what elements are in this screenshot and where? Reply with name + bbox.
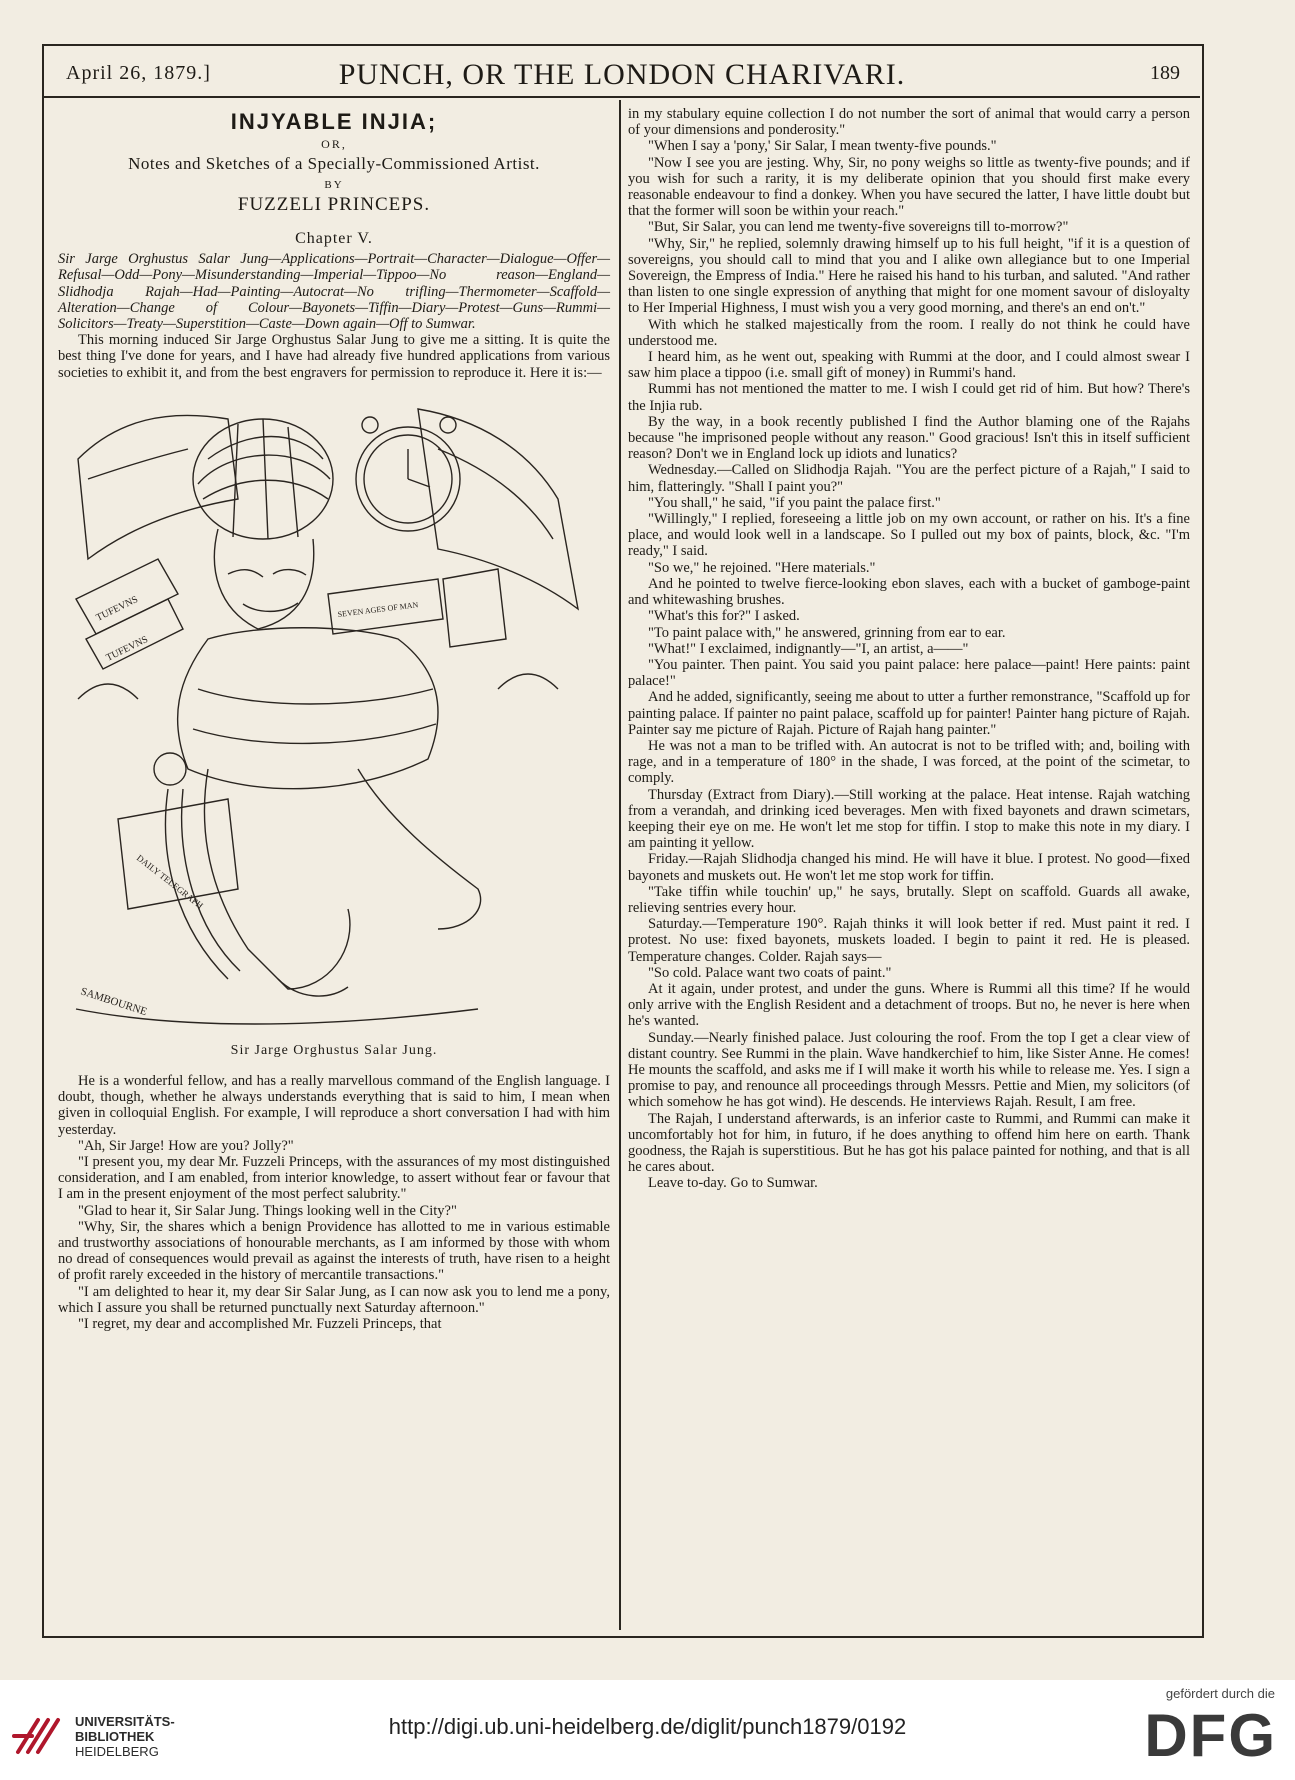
page-number: 189 [1150, 62, 1180, 84]
left-paragraph: "I regret, my dear and accomplished Mr. Fuzzeli Princeps, that [78, 1316, 442, 1333]
right-column [628, 106, 1190, 1192]
right-paragraph: "So we," he rejoined. "Here materials." [648, 559, 876, 576]
left-column [58, 106, 610, 1332]
right-paragraph: Thursday (Extract from Diary).—Still working at the palace. Heat intense. Rajah watching from a verandah, and drinking iced beverages. Men with fixed bayonets and drawn scimetars, keeping their eye on me. He won't let me stop for tiffin. I stop to make this note in my diary. I am painting it yellow. [628, 786, 1190, 852]
dfg-logo: DFG [1144, 1702, 1277, 1769]
right-paragraph: With which he stalked majestically from the room. I really do not think he could have understood me. [628, 316, 1190, 349]
right-paragraph: At it again, under protest, and under the guns. Where is Rummi all this time? If he would only arrive with the English Resident and a detachment of troops. But no, he never is here when he's wanted. [628, 980, 1190, 1030]
right-paragraph: "When I say a 'pony,' Sir Salar, I mean twenty-five pounds." [648, 138, 997, 155]
right-paragraph: "You painter. Then paint. You said you paint palace: here palace—paint! Here paints: paint palace!" [628, 656, 1190, 690]
right-paragraph: And he pointed to twelve fierce-looking ebon slaves, each with a bucket of gamboge-paint and whitewashing brushes. [628, 575, 1190, 609]
article-title: INJYABLE INJIA; [230, 109, 438, 134]
newspaper-label: DAILY TELEGRAPH [134, 852, 206, 911]
right-paragraph: "Why, Sir," he replied, solemnly drawing himself up to his full height, "if it is a question of sovereigns, you should call to mind that you and I alike own allegiance but to one Imperial Sovereign, the Empress of India." Here he raised his hand to his turban, and saluted. "And rather than listen to one single expression of anything that might for one moment savour of disloyalty to Her Imperial Highness, I must wish you a very good morning, and there's an end on't." [628, 235, 1190, 317]
issue-date: April 26, 1879.] [66, 62, 211, 84]
right-paragraph: I heard him, as he went out, speaking with Rummi at the door, and I could almost swear I saw him place a tippoo (i.e. small gift of money) in Rummi's hand. [628, 349, 1190, 382]
left-paragraph: "I am delighted to hear it, my dear Sir Salar Jung, as I can now ask you to lend me a pony, which I assure you shall be returned punctually next Saturday afternoon." [58, 1283, 610, 1316]
left-paragraph: "Ah, Sir Jarge! How are you? Jolly?" [78, 1137, 294, 1154]
paper-label: SEVEN AGES OF MAN [337, 600, 419, 619]
right-paragraph: Friday.—Rajah Slidhodja changed his mind. He will have it blue. I protest. No good—fixed bayonets and muskets out. He won't let me stop work for tiffin. [628, 851, 1190, 884]
right-paragraph: By the way, in a book recently published I find the Author blaming one of the Rajahs because "he imprisoned people without any reason." Good gracious! Isn't this in itself sufficient reason? Don't we in England lock up idiots and lunatics? [628, 413, 1190, 463]
right-paragraph: "Now I see you are jesting. Why, Sir, no pony weighs so little as twenty-five pounds; and if you wish for such a rarity, it is my deliberate opinion that you should first make every reasonable endeavour to find a donkey. When you have secured the latter, I have little doubt but that the former will soon be within your reach." [628, 154, 1190, 220]
right-paragraph: Leave to-day. Go to Sumwar. [648, 1175, 818, 1192]
right-paragraph: "So cold. Palace want two coats of paint." [648, 964, 892, 981]
publication-title: PUNCH, OR THE LONDON CHARIVARI. [338, 58, 906, 91]
chapter-synopsis: Sir Jarge Orghustus Salar Jung—Applications—Portrait—Character—Dialogue—Offer—Refusal—Odd—Pony—Misunderstanding—Imperial—Tippoo—No reason—England—Slidhodja Rajah—Had—Painting—Autocrat—No trifling—Thermometer—Scaffold—Alteration—Change of Colour—Bayonets—Tiffin—Diary—Protest—Guns—Rummi—Solicitors—Treaty—Superstition—Caste—Down again—Off to Sumwar. [58, 251, 610, 333]
right-paragraph: And he added, significantly, seeing me about to utter a further remonstrance, "Scaffold up for painting palace. If painter no paint palace, scaffold up for painter! Painter hang picture of Rajah. Painter say me picture of Rajah. Picture of Rajah hang painter." [628, 689, 1190, 738]
right-paragraph: Saturday.—Temperature 190°. Rajah thinks it will look better if red. Must paint it red. I protest. No use: fixed bayonets, muskets loaded. I begin to paint it red. He is pleased. Temperature changes. Colder. Rajah says— [628, 916, 1190, 965]
artist-signature: SAMBOURNE [79, 985, 149, 1019]
funding-note: gefördert durch die [1165, 1686, 1275, 1701]
right-paragraph: "You shall," he said, "if you paint the palace first." [648, 494, 941, 511]
right-paragraph: "What!" I exclaimed, indignantly—"I, an artist, a——" [648, 640, 969, 657]
right-paragraph: The Rajah, I understand afterwards, is an inferior caste to Rummi, and Rummi can make it uncomfortably hot for him, in futuro, if he does anything to offend him here on earth. Thank goodness, the Rajah is superstitious. But he has got his palace painted for nothing, and that is all he cares about. [628, 1110, 1190, 1176]
running-head [44, 56, 1200, 98]
right-paragraph: "What's this for?" I asked. [648, 608, 800, 625]
article-author: FUZZELI PRINCEPS. [237, 193, 431, 215]
illustration-caption: Sir Jarge Orghustus Salar Jung. [230, 1042, 438, 1058]
source-url[interactable]: http://digi.ub.uni-heidelberg.de/diglit/punch1879/0192 [388, 1714, 907, 1739]
cartoon-illustration [58, 389, 610, 1039]
chapter-heading: Chapter V. [295, 230, 373, 248]
cartoon-drawing [58, 389, 610, 1039]
right-paragraph: "Willingly," I replied, foreseeing a little job on my own account, or rather on his. It's a fine place, and would look well in a landscape. So I pulled out my box of paints, block, &c. "I'm ready," I said. [628, 511, 1190, 560]
article-subtitle: Notes and Sketches of a Specially-Commissioned Artist. [128, 154, 540, 174]
right-paragraph: Wednesday.—Called on Slidhodja Rajah. "You are the perfect picture of a Rajah," I said to him, flatteringly. "Shall I paint you?" [628, 462, 1190, 495]
intro-paragraph: This morning induced Sir Jarge Orghustus Salar Jung to give me a sitting. It is quite the best thing I've done for years, and I have had already five hundred applications from various societies to exhibit it, and from the best engravers for permission to reproduce it. Here it is:— [58, 332, 610, 381]
left-paragraph: "I present you, my dear Mr. Fuzzeli Princeps, with the assurances of my most distinguished consideration, and I am enabled, from interior knowledge, to assert without fear or favour that I am in the present enjoyment of the most perfect salubrity." [58, 1154, 610, 1203]
left-paragraph: "Why, Sir, the shares which a benign Providence has allotted to me in various estimable and trustworthy associations of honourable merchants, as I am informed by those with whom no dread of consequences would prevail as against the interests of truth, have risen to a height of profit rarely exceeded in the history of mercantile transactions." [58, 1218, 610, 1284]
right-paragraph: Rummi has not mentioned the matter to me. I wish I could get rid of him. But how? There's the Injia rub. [628, 381, 1190, 414]
right-paragraph: "But, Sir Salar, you can lend me twenty-five sovereigns till to-morrow?" [648, 219, 1069, 236]
university-library-name: UNIVERSITÄTS- BIBLIOTHEK HEIDELBERG [75, 1714, 175, 1759]
right-paragraph: He was not a man to be trifled with. An autocrat is not to be trifled with; and, boiling with rage, and in a temperature of 180° in the shade, I was forced, at the point of the scimetar, to comply. [628, 737, 1190, 787]
left-paragraph: He is a wonderful fellow, and has a really marvellous command of the English language. I doubt, though, whether he always understands everything that is said to him, I mean when given in colloquial English. For example, I will reproduce a short conversation I had with him yesterday. [58, 1073, 610, 1138]
right-paragraph: in my stabulary equine collection I do not number the sort of animal that would carry a person of your dimensions and ponderosity." [628, 106, 1190, 139]
article-or: OR, [321, 137, 347, 152]
right-paragraph: Sunday.—Nearly finished palace. Just colouring the roof. From the top I get a clear view of distant country. See Rummi in the plain. Wave handkerchief to him, like Sister Anne. He comes! He mounts the scaffold, and asks me if I will make it worth his while to release me. Yes. I sign a promise to pay, and renounce all proceedings through Messrs. Pettie and Mien, my solicitors (of which somehow he has got wind). He descends. He interviews Rajah. Result, I am free. [628, 1029, 1190, 1111]
article-by: BY [324, 178, 344, 191]
book-label-1: TUFEVNS [94, 593, 140, 624]
right-paragraph: "To paint palace with," he answered, grinning from ear to ear. [648, 624, 1006, 641]
column-divider [619, 100, 621, 1630]
left-paragraph: "Glad to hear it, Sir Salar Jung. Things looking well in the City?" [78, 1202, 457, 1219]
right-paragraph: "Take tiffin while touchin' up," he says, brutally. Slept on scaffold. Guards all awake, relieving sentries every hour. [628, 883, 1190, 916]
viewer-footer [0, 1680, 1295, 1780]
book-label-2: TUFEVNS [104, 633, 150, 664]
